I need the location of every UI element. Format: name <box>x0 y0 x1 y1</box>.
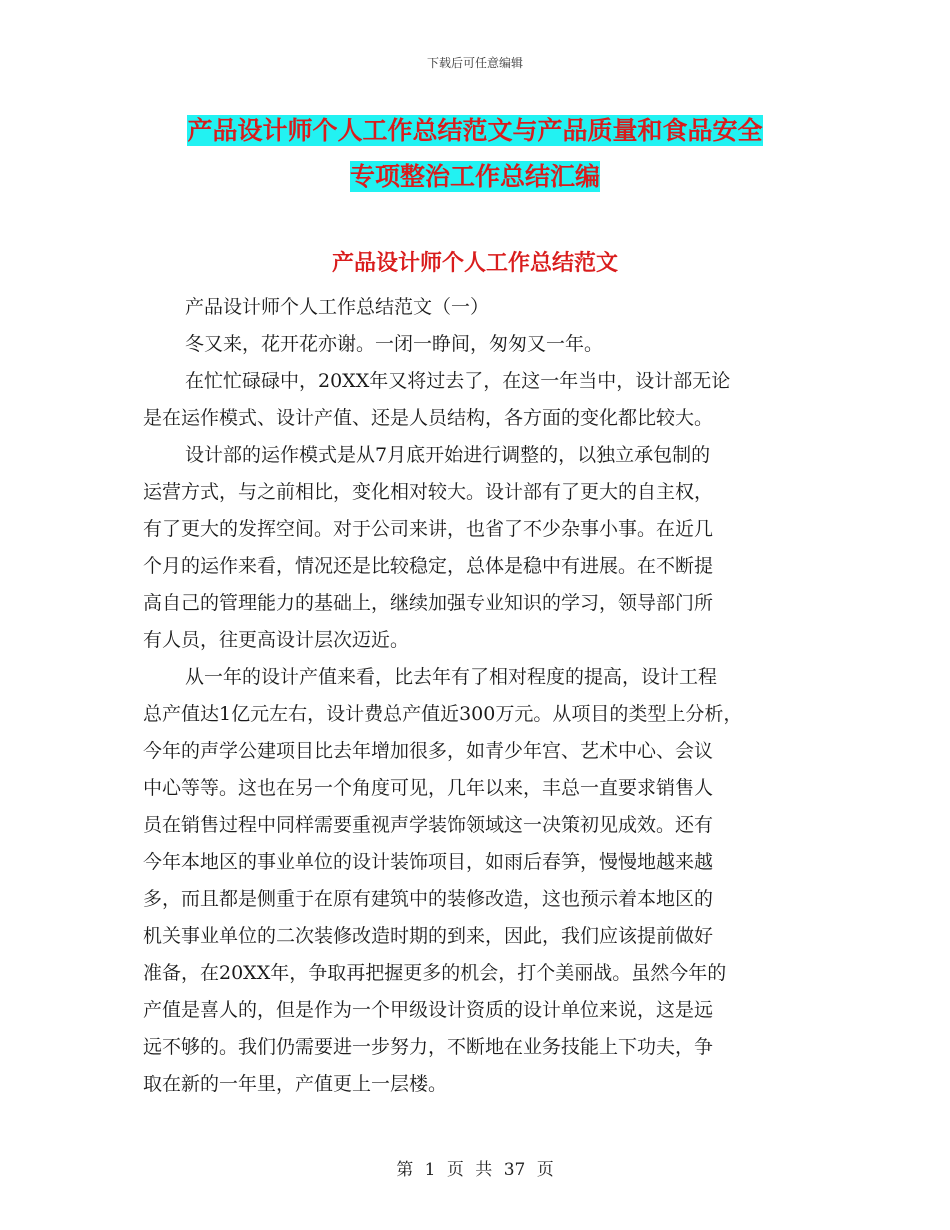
body-line: 有了更大的发挥空间。对于公司来讲，也省了不少杂事小事。在近几 <box>143 518 714 540</box>
body-line: 总产值达1亿元左右，设计费总产值近300万元。从项目的类型上分析， <box>143 703 743 725</box>
body-line: 中心等等。这也在另一个角度可见，几年以来，丰总一直要求销售人 <box>143 777 714 799</box>
body-line: 取在新的一年里，产值更上一层楼。 <box>143 1073 448 1095</box>
body-line: 有人员，往更高设计层次迈近。 <box>143 629 410 651</box>
body-line: 多，而且都是侧重于在原有建筑中的装修改造，这也预示着本地区的 <box>143 888 714 910</box>
body-line: 运营方式，与之前相比，变化相对较大。设计部有了更大的自主权， <box>143 481 714 503</box>
body-line: 个月的运作来看，情况还是比较稳定，总体是稳中有进展。在不断提 <box>143 555 714 577</box>
body-line: 员在销售过程中同样需要重视声学装饰领域这一决策初见成效。还有 <box>143 814 714 836</box>
document-title-line-2: 专项整治工作总结汇编 <box>349 162 600 191</box>
page-footer: 第 1 页 共 37 页 <box>396 1160 554 1180</box>
body-text <box>143 289 823 1103</box>
body-line: 远不够的。我们仍需要进一步努力，不断地在业务技能上下功夫，争 <box>143 1036 714 1058</box>
body-line: 今年本地区的事业单位的设计装饰项目，如雨后春笋，慢慢地越来越 <box>143 851 714 873</box>
body-line: 从一年的设计产值来看，比去年有了相对程度的提高，设计工程 <box>185 666 718 688</box>
document-title <box>0 108 950 200</box>
body-line: 是在运作模式、设计产值、还是人员结构，各方面的变化都比较大。 <box>143 407 714 429</box>
section-title: 产品设计师个人工作总结范文 <box>331 251 618 276</box>
body-line: 高自己的管理能力的基础上，继续加强专业知识的学习，领导部门所 <box>143 592 714 614</box>
body-line: 今年的声学公建项目比去年增加很多，如青少年宫、艺术中心、会议 <box>143 740 714 762</box>
body-line: 设计部的运作模式是从7月底开始进行调整的，以独立承包制的 <box>185 444 711 466</box>
body-line: 产值是喜人的，但是作为一个甲级设计资质的设计单位来说，这是远 <box>143 999 714 1021</box>
document-title-line-1: 产品设计师个人工作总结范文与产品质量和食品安全 <box>187 116 763 145</box>
header-note: 下载后可任意编辑 <box>426 56 523 70</box>
body-line: 在忙忙碌碌中，20XX年又将过去了，在这一年当中，设计部无论 <box>185 370 731 392</box>
body-line: 机关事业单位的二次装修改造时期的到来，因此，我们应该提前做好 <box>143 925 714 947</box>
body-line: 产品设计师个人工作总结范文（一） <box>185 296 490 318</box>
body-line: 冬又来，花开花亦谢。一闭一睁间，匆匆又一年。 <box>185 333 604 355</box>
body-line: 准备，在20XX年，争取再把握更多的机会，打个美丽战。虽然今年的 <box>143 962 727 984</box>
